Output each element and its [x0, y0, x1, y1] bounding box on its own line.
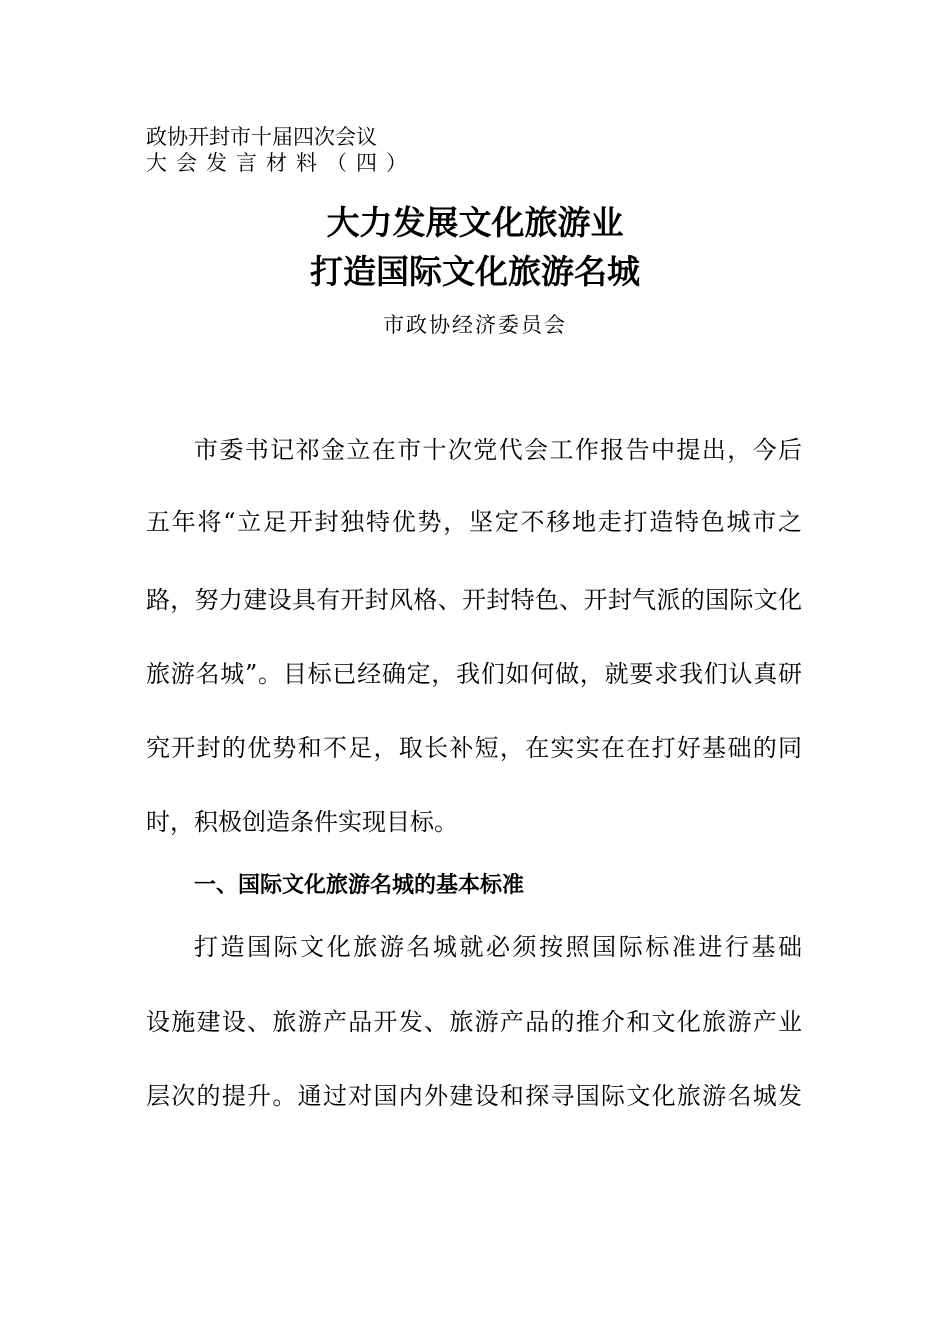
author-committee: 市政协经济委员会	[383, 313, 567, 337]
paragraph-line: 时，积极创造条件实现目标。	[146, 808, 458, 836]
document-title-line-1: 大力发展文化旅游业	[326, 203, 624, 242]
document-title-line-2: 打造国际文化旅游名城	[310, 252, 640, 291]
paragraph-line: 路，努力建设具有开封风格、开封特色、开封气派的国际文化	[146, 586, 802, 614]
paragraph-line: 市委书记祁金立在市十次党代会工作报告中提出，今后	[194, 436, 802, 464]
paragraph-line: 旅游名城”。目标已经确定，我们如何做，就要求我们认真研	[146, 660, 802, 688]
section-heading: 一、国际文化旅游名城的基本标准	[194, 873, 525, 898]
meeting-header: 政协开封市十届四次会议	[146, 125, 377, 149]
paragraph-line: 五年将“立足开封独特优势，坚定不移地走打造特色城市之	[146, 508, 802, 536]
paragraph-line: 层次的提升。通过对国内外建设和探寻国际文化旅游名城发	[146, 1082, 802, 1110]
paragraph-line: 究开封的优势和不足，取长补短，在实实在在打好基础的同	[146, 734, 802, 762]
paragraph-line: 打造国际文化旅游名城就必须按照国际标准进行基础	[194, 933, 802, 961]
material-label: 大会发言材料（四）	[146, 151, 416, 175]
paragraph-line: 设施建设、旅游产品开发、旅游产品的推介和文化旅游产业	[146, 1008, 802, 1036]
